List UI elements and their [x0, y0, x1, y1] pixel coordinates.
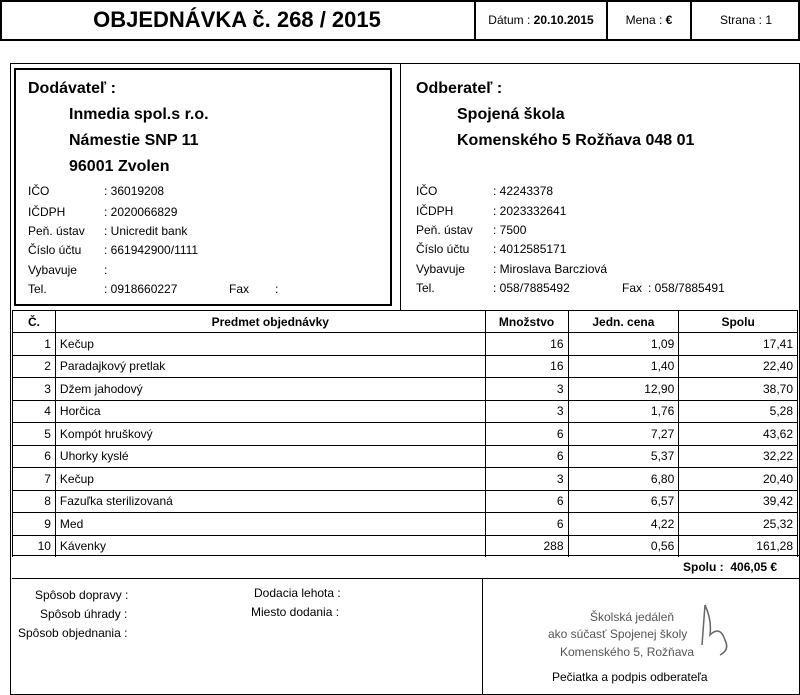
customer-icdph-label: IČDPH	[416, 204, 454, 218]
row-total: 17,41	[679, 333, 798, 356]
row-unit-price: 12,90	[568, 378, 679, 401]
stamp-line-1: Školská jedáleň	[590, 610, 675, 624]
totals-bottom-line	[12, 578, 800, 579]
table-row	[13, 423, 798, 446]
supplier-fax-label: Fax	[229, 282, 250, 296]
row-qty: 3	[485, 468, 568, 491]
row-qty: 6	[485, 513, 568, 536]
row-no: 9	[13, 513, 56, 536]
row-no: 1	[13, 333, 56, 356]
row-item: Kečup	[55, 468, 485, 491]
supplier-tel-label: Tel.	[28, 282, 47, 296]
supplier-city: 96001 Zvolen	[69, 158, 170, 175]
customer-ico-value: : 42243378	[493, 184, 554, 198]
col-header-no: Č.	[13, 311, 56, 333]
table-row	[13, 378, 798, 401]
customer-handler-value: : Miroslava Barcziová	[493, 262, 608, 276]
supplier-name: Inmedia spol.s r.o.	[69, 106, 209, 123]
supplier-icdph-value: : 2020066829	[104, 205, 178, 219]
row-item: Fazuľka sterilizovaná	[55, 490, 485, 513]
row-item: Kávenky	[55, 535, 485, 557]
supplier-title: Dodávateľ :	[28, 80, 116, 97]
customer-account-value: : 4012585171	[493, 242, 567, 256]
grand-total-label: Spolu :	[683, 560, 724, 574]
date-cell	[476, 0, 606, 40]
signature-label: Pečiatka a podpis odberateľa	[552, 670, 708, 684]
currency-value: €	[665, 13, 673, 27]
signature-mark	[690, 600, 740, 660]
table-row	[13, 490, 798, 513]
row-item: Džem jahodový	[55, 378, 485, 401]
row-total: 39,42	[679, 490, 798, 513]
currency-label: Mena :	[625, 13, 663, 27]
table-row	[13, 535, 798, 557]
table-row	[13, 400, 798, 423]
customer-bank-label: Peň. ústav	[416, 223, 473, 237]
row-item: Kečup	[55, 333, 485, 356]
col-header-unit-price: Jedn. cena	[568, 311, 679, 333]
order-title: OBJEDNÁVKA č. 268 / 2015	[93, 7, 381, 32]
row-unit-price: 7,27	[568, 423, 679, 446]
customer-fax-value: : 058/7885491	[648, 281, 725, 295]
row-total: 161,28	[679, 535, 798, 557]
delivery-time-label: Dodacia lehota :	[254, 586, 341, 600]
customer-account-label: Číslo účtu	[416, 242, 470, 256]
row-qty: 16	[485, 333, 568, 356]
grand-total	[683, 560, 777, 574]
row-item: Med	[55, 513, 485, 536]
customer-tel-value: : 058/7885492	[493, 281, 570, 295]
row-qty: 3	[485, 378, 568, 401]
row-item: Paradajkový pretlak	[55, 355, 485, 378]
row-item: Uhorky kyslé	[55, 445, 485, 468]
customer-name: Spojená škola	[457, 106, 565, 123]
supplier-bank-value: : Unicredit bank	[104, 224, 188, 238]
supplier-street: Námestie SNP 11	[69, 132, 199, 149]
customer-bank-value: : 7500	[493, 223, 527, 237]
customer-ico-label: IČO	[416, 184, 438, 198]
page-cell	[692, 0, 800, 40]
page-label: Strana :	[719, 13, 762, 27]
supplier-ico-value: : 36019208	[104, 184, 165, 198]
supplier-fax-value: :	[275, 282, 279, 296]
row-total: 32,22	[679, 445, 798, 468]
delivery-place-label: Miesto dodania :	[251, 605, 340, 619]
row-no: 7	[13, 468, 56, 491]
payment-label: Spôsob úhrady :	[40, 607, 128, 621]
row-unit-price: 6,80	[568, 468, 679, 491]
supplier-account-label: Číslo účtu	[28, 243, 82, 257]
items-table	[12, 310, 798, 557]
row-unit-price: 6,57	[568, 490, 679, 513]
customer-fax-label: Fax	[622, 281, 643, 295]
supplier-icdph-label: IČDPH	[28, 205, 66, 219]
table-row	[13, 355, 798, 378]
row-unit-price: 1,09	[568, 333, 679, 356]
row-qty: 288	[485, 535, 568, 557]
table-row	[13, 445, 798, 468]
date-label: Dátum :	[488, 13, 531, 27]
transport-label: Spôsob dopravy :	[35, 588, 129, 602]
page-value: 1	[765, 13, 773, 27]
row-qty: 3	[485, 400, 568, 423]
party-divider	[400, 63, 401, 310]
customer-handler-label: Vybavuje	[416, 262, 465, 276]
order-method-label: Spôsob objednania :	[18, 626, 128, 640]
date-value: 20.10.2015	[533, 13, 594, 27]
customer-title: Odberateľ :	[416, 80, 503, 97]
grand-total-value: 406,05 €	[730, 560, 778, 574]
stamp-line-2: ako súčasť Spojenej školy	[548, 627, 688, 641]
row-unit-price: 1,40	[568, 355, 679, 378]
stamp-line-3: Komenského 5, Rožňava	[560, 645, 695, 659]
row-no: 10	[13, 535, 56, 557]
row-no: 4	[13, 400, 56, 423]
row-no: 8	[13, 490, 56, 513]
row-total: 20,40	[679, 468, 798, 491]
row-item: Horčica	[55, 400, 485, 423]
row-no: 5	[13, 423, 56, 446]
table-row	[13, 333, 798, 356]
col-header-qty: Množstvo	[485, 311, 568, 333]
supplier-handler-label: Vybavuje	[28, 263, 77, 277]
row-no: 6	[13, 445, 56, 468]
currency-cell	[608, 0, 690, 40]
row-unit-price: 0,56	[568, 535, 679, 557]
row-qty: 6	[485, 490, 568, 513]
row-qty: 6	[485, 445, 568, 468]
customer-tel-label: Tel.	[416, 281, 435, 295]
customer-icdph-value: : 2023332641	[493, 204, 567, 218]
row-item: Kompót hruškový	[55, 423, 485, 446]
customer-address: Komenského 5 Rožňava 048 01	[457, 132, 695, 149]
table-row	[13, 468, 798, 491]
supplier-account-value: : 661942900/1111	[104, 243, 199, 257]
supplier-bank-label: Peň. ústav	[28, 224, 85, 238]
row-unit-price: 4,22	[568, 513, 679, 536]
table-bottom-line	[12, 555, 800, 556]
row-qty: 6	[485, 423, 568, 446]
row-total: 25,32	[679, 513, 798, 536]
row-total: 22,40	[679, 355, 798, 378]
signature-divider	[482, 578, 483, 695]
table-row	[13, 513, 798, 536]
row-unit-price: 1,76	[568, 400, 679, 423]
supplier-tel-value: : 0918660227	[104, 282, 178, 296]
row-unit-price: 5,37	[568, 445, 679, 468]
supplier-handler-value: :	[104, 263, 108, 277]
supplier-ico-label: IČO	[28, 184, 50, 198]
table-header-row	[13, 311, 798, 333]
row-no: 2	[13, 355, 56, 378]
row-no: 3	[13, 378, 56, 401]
row-total: 38,70	[679, 378, 798, 401]
row-qty: 16	[485, 355, 568, 378]
col-header-total: Spolu	[679, 311, 798, 333]
row-total: 5,28	[679, 400, 798, 423]
row-total: 43,62	[679, 423, 798, 446]
col-header-item: Predmet objednávky	[55, 311, 485, 333]
